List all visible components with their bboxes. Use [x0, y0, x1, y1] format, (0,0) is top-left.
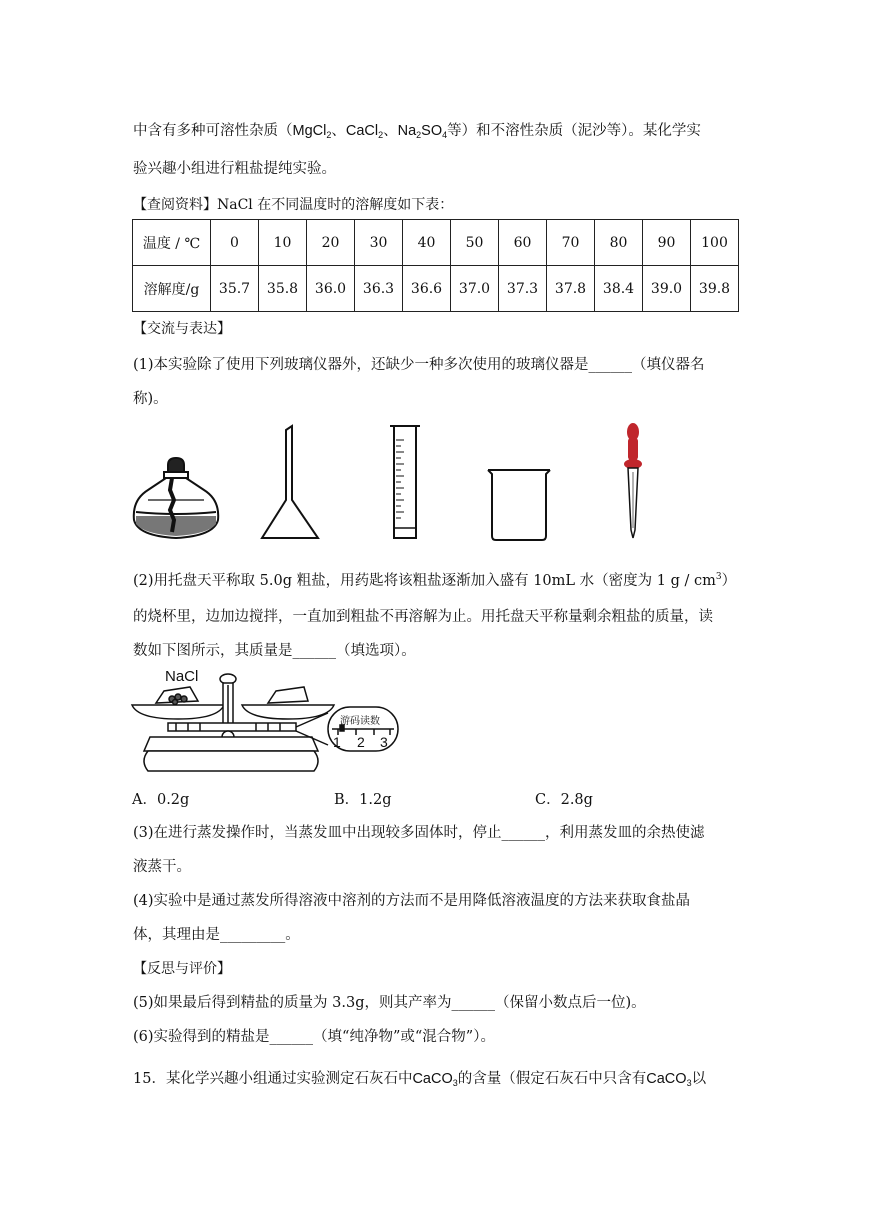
beaker-icon — [488, 470, 550, 540]
scale-mark-3: 3 — [380, 734, 388, 750]
section-exchange: 【交流与表达】 — [133, 321, 231, 337]
intro-suffix: 等）和不溶性杂质（泥沙等）。某化学实 — [447, 123, 701, 139]
formula-na2so4: $Na_2SO_4$ — [397, 123, 448, 140]
scale-mark-1: 1 — [333, 734, 341, 750]
table-cell: 35.8 — [259, 266, 307, 312]
table-cell: 35.7 — [211, 266, 259, 312]
table-cell: 37.0 — [451, 266, 499, 312]
nacl-label: NaCl — [165, 668, 199, 685]
q1-line-2: 称)。 — [133, 391, 168, 407]
table-cell: 80 — [595, 220, 643, 266]
balance-figure — [128, 665, 403, 780]
q2-line-1: (2)用托盘天平称取 5.0g 粗盐，用药匙将该粗盐逐渐加入盛有 10mL 水（密度为 1 g / $cm^3$） — [133, 572, 737, 589]
table-cell: 30 — [355, 220, 403, 266]
intro-line-2: 验兴趣小组进行粗盐提纯实验。 — [133, 161, 336, 177]
graduated-cylinder-icon — [390, 426, 420, 538]
rider-label: 游码读数 — [340, 716, 380, 727]
formula-caco3: CaCO$_3$ — [646, 1071, 692, 1088]
q4-line-1: (4)实验中是通过蒸发所得溶液中溶剂的方法而不是用降低溶液温度的方法来获取食盐晶 — [133, 893, 691, 909]
table-cell: 90 — [643, 220, 691, 266]
dropper-icon — [624, 423, 642, 538]
option-b: B．1.2g — [334, 792, 392, 808]
table-cell: 60 — [499, 220, 547, 266]
formula-caco3: CaCO$_3$ — [412, 1071, 458, 1088]
option-c: C．2.8g — [535, 792, 593, 808]
formula-cacl2: CaCl$_2$ — [345, 123, 384, 140]
intro-line-1: 中含有多种可溶性杂质（MgCl$_2$、CaCl$_2$、$Na_2SO_4$等）和不溶性杂质（泥沙等）。某化学实 — [133, 123, 701, 140]
table-cell: 温度 / ℃ — [133, 220, 211, 266]
q4-line-2: 体，其理由是_________。 — [133, 927, 300, 943]
table-row — [133, 266, 739, 312]
solubility-table — [132, 219, 739, 312]
table-cell: 70 — [547, 220, 595, 266]
formula-mgcl2: MgCl$_2$ — [292, 123, 332, 140]
q2-line-3: 数如下图所示，其质量是______（填选项）。 — [133, 643, 416, 659]
funnel-icon — [262, 426, 318, 538]
q2-line-2: 的烧杯里，边加边搅拌，一直加到粗盐不再溶解为止。用托盘天平称量剩余粗盐的质量，读 — [133, 609, 713, 625]
intro-prefix: 中含有多种可溶性杂质（ — [133, 123, 293, 139]
q1-line-1: (1)本实验除了使用下列玻璃仪器外，还缺少一种多次使用的玻璃仪器是______（填仪器名 — [133, 357, 705, 373]
table-cell: 0 — [211, 220, 259, 266]
table-cell: 37.8 — [547, 266, 595, 312]
table-cell: 50 — [451, 220, 499, 266]
table-cell: 溶解度/g — [133, 266, 211, 312]
table-cell: 37.3 — [499, 266, 547, 312]
table-cell: 38.4 — [595, 266, 643, 312]
table-cell: 39.8 — [691, 266, 739, 312]
scale-mark-2: 2 — [357, 734, 365, 750]
table-cell: 36.6 — [403, 266, 451, 312]
table-cell: 20 — [307, 220, 355, 266]
table-cell: 39.0 — [643, 266, 691, 312]
table-cell: 100 — [691, 220, 739, 266]
glassware-figure — [128, 420, 688, 550]
option-a: A．0.2g — [132, 792, 190, 808]
q6-line: (6)实验得到的精盐是______（填“纯净物”或“混合物”）。 — [133, 1029, 495, 1045]
q3-line-1: (3)在进行蒸发操作时，当蒸发皿中出现较多固体时，停止______，利用蒸发皿的余热使滤 — [133, 825, 705, 841]
q15-line: 15．某化学兴趣小组通过实验测定石灰石中CaCO$_3$的含量（假定石灰石中只含有CaCO$_3$以 — [133, 1071, 707, 1088]
section-reflect: 【反思与评价】 — [133, 961, 231, 977]
alcohol-lamp-icon — [134, 458, 218, 538]
table-cell: 40 — [403, 220, 451, 266]
q3-line-2: 液蒸干。 — [133, 859, 191, 875]
reference-heading: 【查阅资料】NaCl 在不同温度时的溶解度如下表： — [133, 197, 454, 213]
table-cell: 36.3 — [355, 266, 403, 312]
table-cell: 10 — [259, 220, 307, 266]
q5-line: (5)如果最后得到精盐的质量为 3.3g，则其产率为______（保留小数点后一位)。 — [133, 995, 646, 1011]
table-row — [133, 220, 739, 266]
table-cell: 36.0 — [307, 266, 355, 312]
